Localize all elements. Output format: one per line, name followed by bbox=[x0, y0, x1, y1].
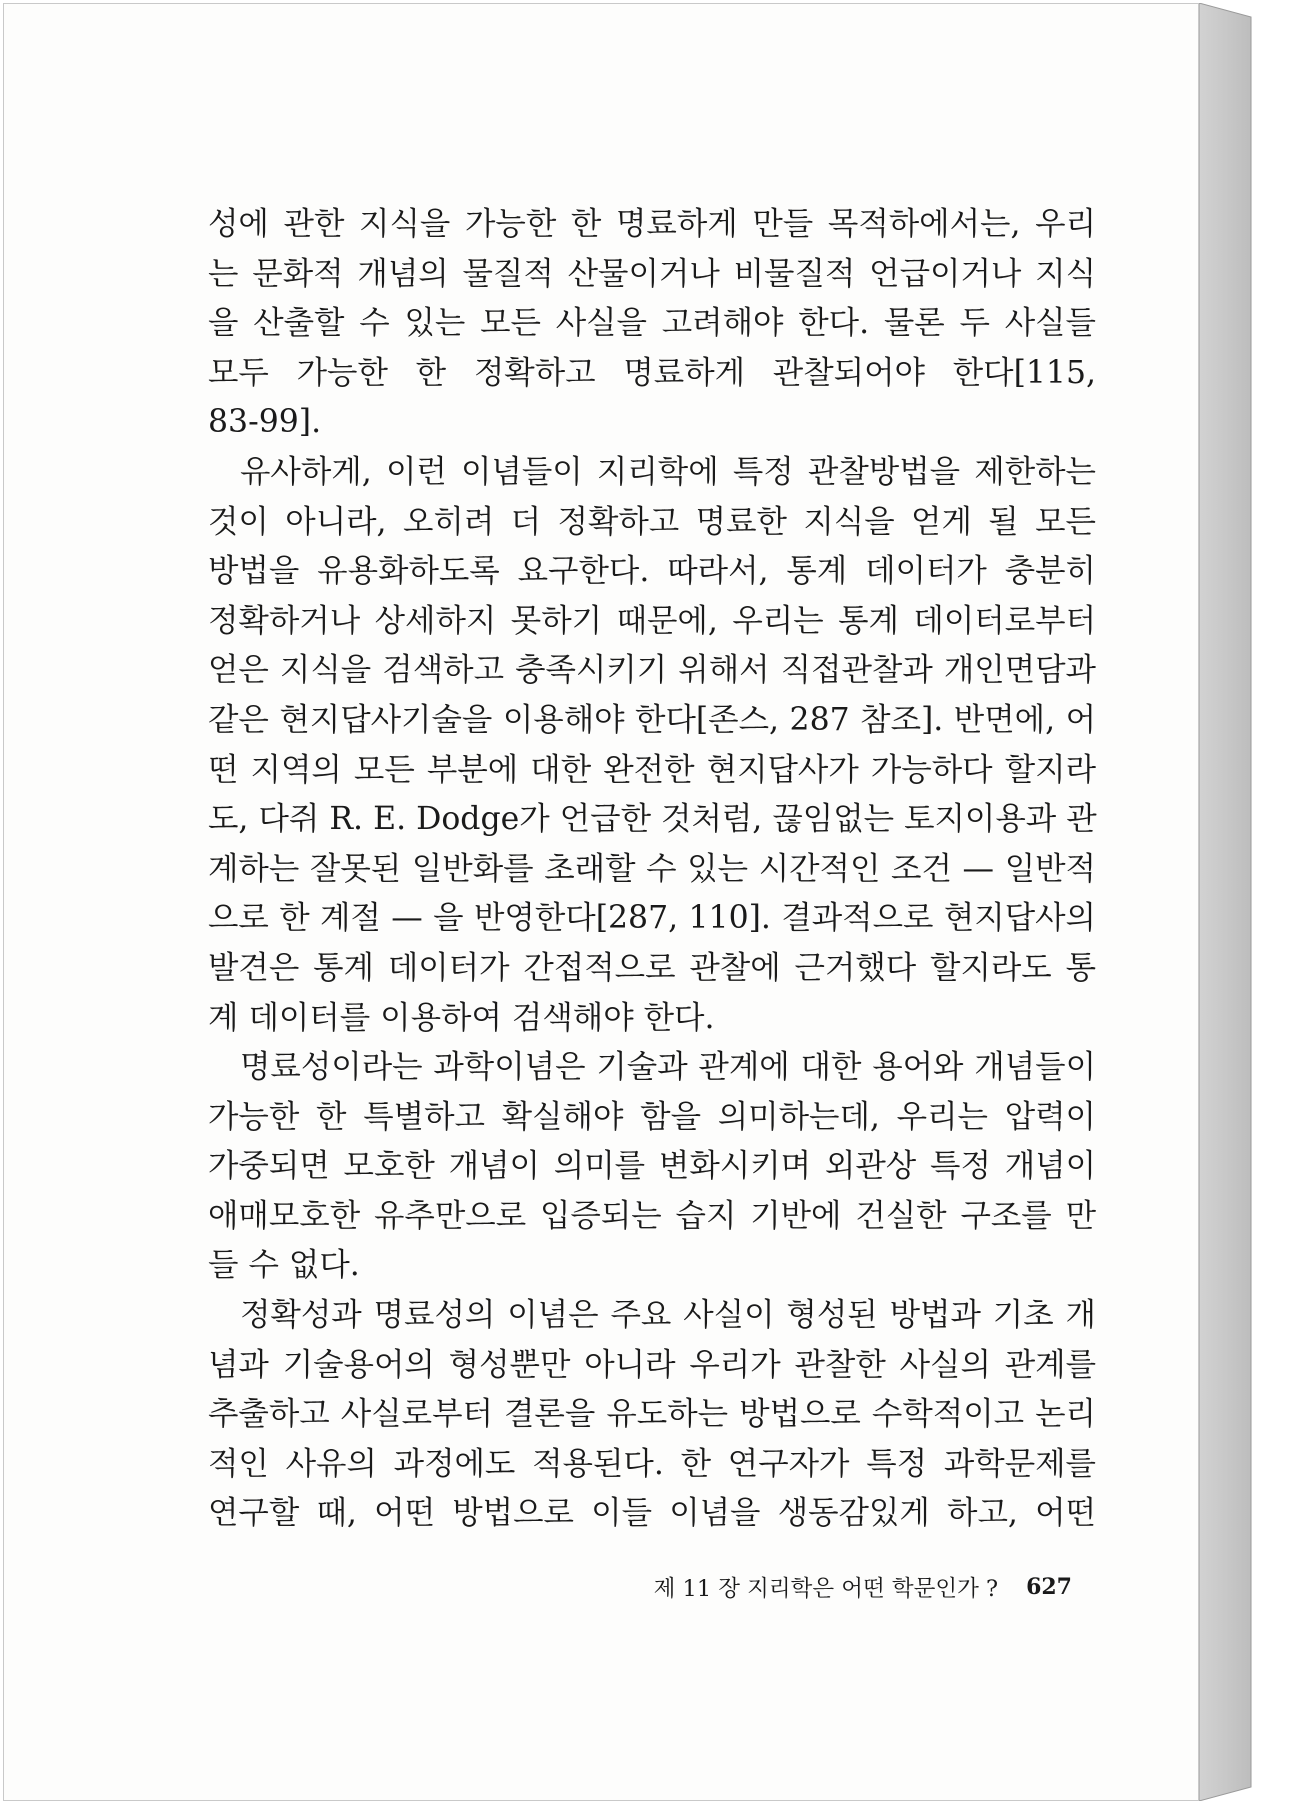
running-footer bbox=[602, 1569, 1072, 1605]
text-line: 얻은 지식을 검색하고 충족시키기 위해서 직접관찰과 개인면담과 bbox=[208, 652, 1096, 689]
text-line: 연구할 때, 어떤 방법으로 이들 이념을 생동감있게 하고, 어떤 bbox=[208, 1495, 1096, 1532]
text-line: 계 데이터를 이용하여 검색해야 한다. bbox=[208, 999, 715, 1036]
chapter-title: 제 11 장 지리학은 어떤 학문인가 ? bbox=[653, 1576, 999, 1602]
text-line: 성에 관한 지식을 가능한 한 명료하게 만들 목적하에서는, 우리 bbox=[208, 206, 1096, 242]
text-line: 정확하거나 상세하지 못하기 때문에, 우리는 통계 데이터로부터 bbox=[208, 602, 1096, 639]
paragraph-start: 정확성과 명료성의 이념은 주요 사실이 형성된 방법과 기초 개 bbox=[240, 1297, 1096, 1334]
text-line: 것이 아니라, 오히려 더 정확하고 명료한 지식을 얻게 될 모든 bbox=[208, 503, 1096, 540]
text-line: 들 수 없다. bbox=[208, 1247, 360, 1284]
text-line: 도, 다쥐 R. E. Dodge가 언급한 것처럼, 끊임없는 토지이용과 관 bbox=[208, 801, 1097, 838]
text-line: 추출하고 사실로부터 결론을 유도하는 방법으로 수학적이고 논리 bbox=[208, 1396, 1096, 1433]
text-line: 을 산출할 수 있는 모든 사실을 고려해야 한다. 물론 두 사실들 bbox=[208, 305, 1096, 342]
text-line: 가능한 한 특별하고 확실해야 함을 의미하는데, 우리는 압력이 bbox=[208, 1098, 1096, 1135]
text-line: 는 문화적 개념의 물질적 산물이거나 비물질적 언급이거나 지식 bbox=[208, 255, 1096, 292]
body-text bbox=[208, 200, 1096, 1539]
paragraph-start: 유사하게, 이런 이념들이 지리학에 특정 관찰방법을 제한하는 bbox=[240, 453, 1096, 490]
text-line: 83-99]. bbox=[208, 404, 322, 441]
text-line: 같은 현지답사기술을 이용해야 한다[존스, 287 참조]. 반면에, 어 bbox=[208, 701, 1096, 738]
paragraph-start: 명료성이라는 과학이념은 기술과 관계에 대한 용어와 개념들이 bbox=[240, 1049, 1096, 1086]
book-edge bbox=[1199, 3, 1295, 1801]
text-line: 애매모호한 유추만으로 입증되는 습지 기반에 건실한 구조를 만 bbox=[208, 1197, 1096, 1234]
text-line: 가중되면 모호한 개념이 의미를 변화시키며 외관상 특정 개념이 bbox=[208, 1148, 1096, 1185]
page-number: 627 bbox=[1026, 1574, 1072, 1600]
text-line: 발견은 통계 데이터가 간접적으로 관찰에 근거했다 할지라도 통 bbox=[208, 949, 1096, 986]
text-line: 방법을 유용화하도록 요구한다. 따라서, 통계 데이터가 충분히 bbox=[208, 553, 1096, 590]
text-line: 념과 기술용어의 형성뿐만 아니라 우리가 관찰한 사실의 관계를 bbox=[208, 1346, 1096, 1383]
text-line: 계하는 잘못된 일반화를 초래할 수 있는 시간적인 조건 — 일반적 bbox=[208, 850, 1096, 887]
text-line: 적인 사유의 과정에도 적용된다. 한 연구자가 특정 과학문제를 bbox=[208, 1445, 1096, 1482]
text-line: 모두 가능한 한 정확하고 명료하게 관찰되어야 한다[115, bbox=[208, 354, 1096, 391]
text-line: 으로 한 계절 — 을 반영한다[287, 110]. 결과적으로 현지답사의 bbox=[208, 900, 1096, 937]
text-line: 떤 지역의 모든 부분에 대한 완전한 현지답사가 가능하다 할지라 bbox=[208, 751, 1096, 788]
